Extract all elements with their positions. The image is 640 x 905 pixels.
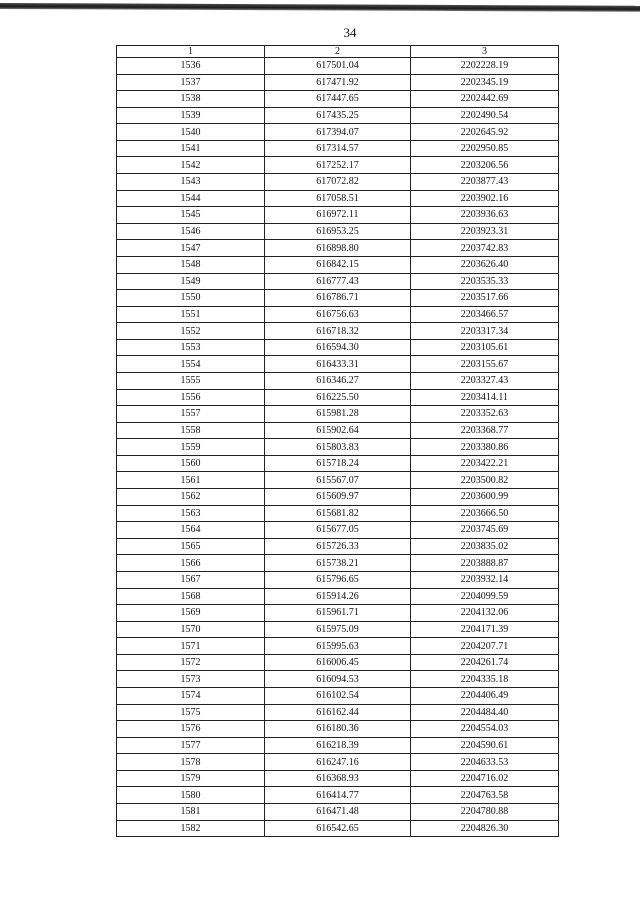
point-number-cell: 1540 [117, 124, 265, 141]
table-header-row [117, 46, 559, 58]
point-number-cell: 1557 [117, 406, 265, 423]
x-coordinate-cell: 616102.54 [265, 687, 411, 704]
x-coordinate-cell: 615975.09 [265, 621, 411, 638]
x-coordinate-cell: 616414.77 [265, 787, 411, 804]
point-number-cell: 1565 [117, 538, 265, 555]
point-number-cell: 1554 [117, 356, 265, 373]
table-row [117, 256, 559, 273]
x-coordinate-cell: 617471.92 [265, 74, 411, 91]
table-row [117, 372, 559, 389]
point-number-cell: 1561 [117, 472, 265, 489]
y-coordinate-cell: 2203902.16 [411, 190, 559, 207]
point-number-cell: 1567 [117, 571, 265, 588]
point-number-cell: 1548 [117, 256, 265, 273]
y-coordinate-cell: 2204826.30 [411, 820, 559, 837]
y-coordinate-cell: 2203535.33 [411, 273, 559, 290]
x-coordinate-cell: 616777.43 [265, 273, 411, 290]
x-coordinate-cell: 616542.65 [265, 820, 411, 837]
table-row [117, 754, 559, 771]
point-number-cell: 1563 [117, 505, 265, 522]
x-coordinate-cell: 615609.97 [265, 489, 411, 506]
x-coordinate-cell: 617435.25 [265, 107, 411, 124]
table-row [117, 306, 559, 323]
table-row [117, 770, 559, 787]
y-coordinate-cell: 2203888.87 [411, 555, 559, 572]
point-number-cell: 1552 [117, 323, 265, 340]
y-coordinate-cell: 2204099.59 [411, 588, 559, 605]
table-row [117, 107, 559, 124]
table-row [117, 290, 559, 307]
point-number-cell: 1547 [117, 240, 265, 257]
y-coordinate-cell: 2203666.50 [411, 505, 559, 522]
x-coordinate-cell: 617058.51 [265, 190, 411, 207]
y-coordinate-cell: 2203500.82 [411, 472, 559, 489]
y-coordinate-cell: 2204171.39 [411, 621, 559, 638]
x-coordinate-cell: 616247.16 [265, 754, 411, 771]
table-row [117, 190, 559, 207]
y-coordinate-cell: 2203422.21 [411, 455, 559, 472]
y-coordinate-cell: 2203414.11 [411, 389, 559, 406]
page-number: 34 [343, 25, 357, 40]
point-number-cell: 1543 [117, 174, 265, 191]
x-coordinate-cell: 616756.63 [265, 306, 411, 323]
top-border-rule [0, 3, 640, 12]
table-row [117, 439, 559, 456]
x-coordinate-cell: 615803.83 [265, 439, 411, 456]
y-coordinate-cell: 2203835.02 [411, 538, 559, 555]
table-row [117, 124, 559, 141]
point-number-cell: 1536 [117, 58, 265, 75]
x-coordinate-cell: 616842.15 [265, 256, 411, 273]
point-number-cell: 1570 [117, 621, 265, 638]
table-row [117, 240, 559, 257]
point-number-cell: 1577 [117, 737, 265, 754]
point-number-cell: 1559 [117, 439, 265, 456]
point-number-cell: 1572 [117, 654, 265, 671]
table-row [117, 140, 559, 157]
point-number-cell: 1537 [117, 74, 265, 91]
y-coordinate-cell: 2203932.14 [411, 571, 559, 588]
x-coordinate-cell: 617394.07 [265, 124, 411, 141]
x-coordinate-cell: 616953.25 [265, 223, 411, 240]
x-coordinate-cell: 616972.11 [265, 207, 411, 224]
y-coordinate-cell: 2203466.57 [411, 306, 559, 323]
point-number-cell: 1566 [117, 555, 265, 572]
point-number-cell: 1573 [117, 671, 265, 688]
y-coordinate-cell: 2203155.67 [411, 356, 559, 373]
x-coordinate-cell: 615718.24 [265, 455, 411, 472]
x-coordinate-cell: 616346.27 [265, 372, 411, 389]
table-row [117, 721, 559, 738]
x-coordinate-cell: 615995.63 [265, 638, 411, 655]
point-number-cell: 1555 [117, 372, 265, 389]
y-coordinate-cell: 2203923.31 [411, 223, 559, 240]
y-coordinate-cell: 2204633.53 [411, 754, 559, 771]
table-row [117, 787, 559, 804]
x-coordinate-cell: 616162.44 [265, 704, 411, 721]
x-coordinate-cell: 615567.07 [265, 472, 411, 489]
table-row [117, 223, 559, 240]
point-number-cell: 1553 [117, 339, 265, 356]
y-coordinate-cell: 2204406.49 [411, 687, 559, 704]
x-coordinate-cell: 615914.26 [265, 588, 411, 605]
column-header-3: 3 [411, 46, 559, 58]
table-row [117, 157, 559, 174]
table-row [117, 74, 559, 91]
x-coordinate-cell: 616006.45 [265, 654, 411, 671]
table-row [117, 820, 559, 837]
point-number-cell: 1578 [117, 754, 265, 771]
x-coordinate-cell: 615796.65 [265, 571, 411, 588]
table-row [117, 704, 559, 721]
table-row [117, 273, 559, 290]
y-coordinate-cell: 2202345.19 [411, 74, 559, 91]
x-coordinate-cell: 616433.31 [265, 356, 411, 373]
point-number-cell: 1551 [117, 306, 265, 323]
y-coordinate-cell: 2203368.77 [411, 422, 559, 439]
x-coordinate-cell: 616094.53 [265, 671, 411, 688]
table-row [117, 174, 559, 191]
x-coordinate-cell: 616898.80 [265, 240, 411, 257]
y-coordinate-cell: 2203936.63 [411, 207, 559, 224]
y-coordinate-cell: 2202490.54 [411, 107, 559, 124]
table-row [117, 621, 559, 638]
table-row [117, 671, 559, 688]
column-header-2: 2 [265, 46, 411, 58]
point-number-cell: 1541 [117, 140, 265, 157]
table-row [117, 605, 559, 622]
point-number-cell: 1544 [117, 190, 265, 207]
x-coordinate-cell: 615961.71 [265, 605, 411, 622]
point-number-cell: 1545 [117, 207, 265, 224]
y-coordinate-cell: 2204132.06 [411, 605, 559, 622]
point-number-cell: 1558 [117, 422, 265, 439]
table-row [117, 406, 559, 423]
y-coordinate-cell: 2204590.61 [411, 737, 559, 754]
point-number-cell: 1550 [117, 290, 265, 307]
x-coordinate-cell: 615902.64 [265, 422, 411, 439]
y-coordinate-cell: 2204716.02 [411, 770, 559, 787]
table-body [117, 58, 559, 837]
table-row [117, 207, 559, 224]
table-row [117, 555, 559, 572]
y-coordinate-cell: 2203626.40 [411, 256, 559, 273]
y-coordinate-cell: 2203745.69 [411, 522, 559, 539]
table-row [117, 538, 559, 555]
point-number-cell: 1579 [117, 770, 265, 787]
point-number-cell: 1576 [117, 721, 265, 738]
y-coordinate-cell: 2203877.43 [411, 174, 559, 191]
point-number-cell: 1539 [117, 107, 265, 124]
table-row [117, 323, 559, 340]
point-number-cell: 1542 [117, 157, 265, 174]
table-row [117, 58, 559, 75]
table-row [117, 737, 559, 754]
x-coordinate-cell: 616786.71 [265, 290, 411, 307]
x-coordinate-cell: 617252.17 [265, 157, 411, 174]
x-coordinate-cell: 615681.82 [265, 505, 411, 522]
table-row [117, 638, 559, 655]
table-row [117, 389, 559, 406]
y-coordinate-cell: 2203742.83 [411, 240, 559, 257]
y-coordinate-cell: 2202645.92 [411, 124, 559, 141]
point-number-cell: 1569 [117, 605, 265, 622]
point-number-cell: 1580 [117, 787, 265, 804]
x-coordinate-cell: 616594.30 [265, 339, 411, 356]
x-coordinate-cell: 616368.93 [265, 770, 411, 787]
point-number-cell: 1556 [117, 389, 265, 406]
x-coordinate-cell: 616180.36 [265, 721, 411, 738]
y-coordinate-cell: 2202228.19 [411, 58, 559, 75]
x-coordinate-cell: 615726.33 [265, 538, 411, 555]
point-number-cell: 1549 [117, 273, 265, 290]
x-coordinate-cell: 616718.32 [265, 323, 411, 340]
x-coordinate-cell: 616225.50 [265, 389, 411, 406]
point-number-cell: 1546 [117, 223, 265, 240]
x-coordinate-cell: 616471.48 [265, 804, 411, 821]
coordinates-table [116, 45, 559, 837]
y-coordinate-cell: 2203352.63 [411, 406, 559, 423]
table-row [117, 804, 559, 821]
y-coordinate-cell: 2204554.03 [411, 721, 559, 738]
table-row [117, 422, 559, 439]
point-number-cell: 1575 [117, 704, 265, 721]
x-coordinate-cell: 617314.57 [265, 140, 411, 157]
y-coordinate-cell: 2204484.40 [411, 704, 559, 721]
y-coordinate-cell: 2204780.88 [411, 804, 559, 821]
y-coordinate-cell: 2203517.66 [411, 290, 559, 307]
y-coordinate-cell: 2203206.56 [411, 157, 559, 174]
x-coordinate-cell: 617501.04 [265, 58, 411, 75]
table-row [117, 687, 559, 704]
table-row [117, 91, 559, 108]
table-row [117, 588, 559, 605]
table-row [117, 455, 559, 472]
column-header-1: 1 [117, 46, 265, 58]
point-number-cell: 1574 [117, 687, 265, 704]
x-coordinate-cell: 615738.21 [265, 555, 411, 572]
x-coordinate-cell: 615677.05 [265, 522, 411, 539]
y-coordinate-cell: 2203317.34 [411, 323, 559, 340]
table-row [117, 505, 559, 522]
y-coordinate-cell: 2204763.58 [411, 787, 559, 804]
x-coordinate-cell: 617072.82 [265, 174, 411, 191]
table-row [117, 489, 559, 506]
point-number-cell: 1564 [117, 522, 265, 539]
table-row [117, 654, 559, 671]
point-number-cell: 1571 [117, 638, 265, 655]
y-coordinate-cell: 2204207.71 [411, 638, 559, 655]
point-number-cell: 1560 [117, 455, 265, 472]
table-row [117, 522, 559, 539]
table-row [117, 356, 559, 373]
x-coordinate-cell: 616218.39 [265, 737, 411, 754]
table-row [117, 339, 559, 356]
point-number-cell: 1538 [117, 91, 265, 108]
point-number-cell: 1568 [117, 588, 265, 605]
y-coordinate-cell: 2203380.86 [411, 439, 559, 456]
table-row [117, 571, 559, 588]
y-coordinate-cell: 2202950.85 [411, 140, 559, 157]
point-number-cell: 1562 [117, 489, 265, 506]
y-coordinate-cell: 2203327.43 [411, 372, 559, 389]
y-coordinate-cell: 2202442.69 [411, 91, 559, 108]
y-coordinate-cell: 2204335.18 [411, 671, 559, 688]
point-number-cell: 1582 [117, 820, 265, 837]
table-row [117, 472, 559, 489]
y-coordinate-cell: 2203600.99 [411, 489, 559, 506]
y-coordinate-cell: 2204261.74 [411, 654, 559, 671]
x-coordinate-cell: 617447.65 [265, 91, 411, 108]
x-coordinate-cell: 615981.28 [265, 406, 411, 423]
point-number-cell: 1581 [117, 804, 265, 821]
y-coordinate-cell: 2203105.61 [411, 339, 559, 356]
